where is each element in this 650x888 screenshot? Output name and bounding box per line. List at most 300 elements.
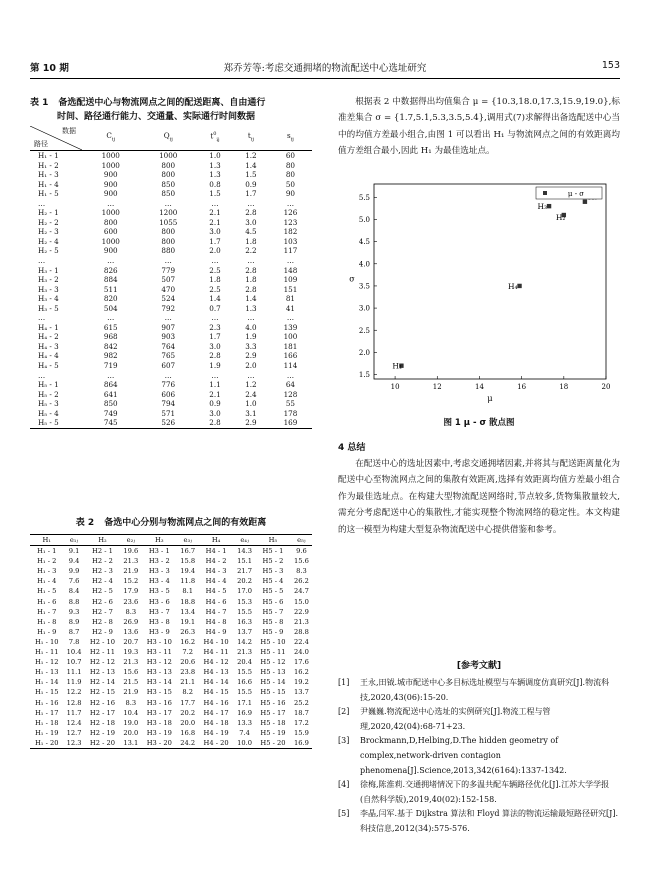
distance-cell: 10.4 xyxy=(66,648,82,657)
path-label-cell: H₁ - 3 xyxy=(37,567,57,576)
y-tick-label: 4.0 xyxy=(358,260,370,269)
path-label-cell: H₃ - 4 xyxy=(38,294,59,304)
path-label-cell: H₁ - 3 xyxy=(38,170,59,180)
value-cell: 80 xyxy=(285,170,296,180)
distance-cell: 8.3 xyxy=(125,607,137,616)
path-label-cell: H2 - 8 xyxy=(92,617,113,626)
value-cell: … xyxy=(211,198,219,208)
value-cell: 2.0 xyxy=(209,246,221,256)
value-cell: 4.0 xyxy=(245,322,257,332)
distance-cell: 13.1 xyxy=(120,738,141,749)
value-cell: 41 xyxy=(285,303,296,313)
path-label-cell: H5 - 9 xyxy=(262,627,284,636)
mu-sigma-scatter-chart xyxy=(338,164,620,410)
path-label-cell: H₅ - 2 xyxy=(38,389,59,399)
distance-cell: 12.3 xyxy=(63,738,84,749)
value-cell: 1.7 xyxy=(245,189,257,199)
path-label-cell: H₅ - 3 xyxy=(38,399,59,409)
table-row xyxy=(30,647,312,657)
reference-text: 徐梅,陈淮莉.交通拥堵情况下的多温共配车辆路径优化[J].江苏大学学报(自然科学版),2019,40(02):152-158. xyxy=(360,780,610,804)
distance-cell: 16.2 xyxy=(293,668,309,677)
analysis-paragraph: 根据表 2 中数据得出均值集合 μ = {10.3,18.0,17.3,15.9,19.0},标准差集合 σ = {1.7,5.1,5.3,3.5,5.4},调用式(7)求解得出备选配送中心当中的均值方差最小组合,由图 1 可以看出 H₁ 与物流网点之间的有效距离均值方差组合最小,因此 H₁ 为最佳选址点。 xyxy=(338,97,620,157)
path-label-cell: H5 - 14 xyxy=(260,678,286,687)
value-cell: 764 xyxy=(161,341,176,351)
distance-cell: 21.3 xyxy=(293,617,309,626)
value-cell: 1200 xyxy=(159,208,178,218)
value-cell: 1.9 xyxy=(245,332,257,342)
table-row xyxy=(30,161,312,171)
path-label-cell: H2 - 2 xyxy=(92,557,113,566)
table-row xyxy=(30,189,312,199)
distance-cell: 20.0 xyxy=(123,728,139,737)
value-cell: 607 xyxy=(161,361,176,371)
table-row xyxy=(30,332,312,342)
distance-cell: 17.7 xyxy=(180,698,196,707)
path-label-cell: H5 - 12 xyxy=(260,658,286,667)
value-cell: 719 xyxy=(103,361,118,371)
value-cell: 526 xyxy=(140,418,198,428)
distance-cell: 17.6 xyxy=(293,658,309,667)
value-cell: 2.1 xyxy=(209,217,221,227)
path-label-cell: H3 - 10 xyxy=(146,637,172,646)
path-label-cell: … xyxy=(38,256,46,266)
table-row xyxy=(30,546,312,557)
table2-col-header: e₅ⱼ xyxy=(291,535,312,546)
path-label-cell: H₁ - 2 xyxy=(37,557,57,566)
path-label-cell: H4 - 19 xyxy=(203,728,229,737)
table-row xyxy=(30,380,312,390)
table-row xyxy=(30,342,312,352)
value-cell: 850 xyxy=(161,189,176,199)
table-row xyxy=(30,576,312,586)
path-label-cell: H2 - 18 xyxy=(89,718,115,727)
value-cell: 1.8 xyxy=(245,275,257,285)
table-row xyxy=(30,677,312,687)
value-cell: 641 xyxy=(103,389,118,399)
value-cell: 1.0 xyxy=(209,151,221,160)
y-tick-label: 3.0 xyxy=(358,304,370,313)
distance-cell: 11.9 xyxy=(66,678,82,687)
value-cell: 178 xyxy=(283,408,298,418)
distance-cell: 10.0 xyxy=(234,738,255,749)
distance-cell: 19.6 xyxy=(123,547,139,556)
x-tick-label: 20 xyxy=(601,383,611,391)
distance-cell: 11.8 xyxy=(180,577,196,586)
distance-cell: 13.4 xyxy=(180,607,196,616)
value-cell: 1.2 xyxy=(245,151,257,160)
value-cell: 504 xyxy=(103,303,118,313)
value-cell: 3.0 xyxy=(209,408,221,418)
value-cell: 968 xyxy=(103,332,118,342)
references-list xyxy=(338,676,620,837)
value-cell: 109 xyxy=(283,275,298,285)
value-cell: 511 xyxy=(103,284,118,294)
value-cell: 1.7 xyxy=(209,332,221,342)
path-label-cell: H3 - 11 xyxy=(146,648,172,657)
table2-header-row xyxy=(30,535,312,546)
path-label-cell: H₁ - 1 xyxy=(37,547,57,556)
value-cell: 1000 xyxy=(101,236,120,246)
value-cell: 820 xyxy=(103,294,118,304)
table-row xyxy=(30,285,312,295)
path-label-cell: H3 - 5 xyxy=(148,587,170,596)
reference-text: 王永,田钺.城市配送中心多目标选址模型与车辆调度仿真研究[J].物流科技,2020,43(06):15-20. xyxy=(360,678,610,702)
distance-cell: 9.9 xyxy=(68,567,80,576)
path-label-cell: H4 - 11 xyxy=(203,648,229,657)
value-cell: 884 xyxy=(103,275,118,285)
distance-cell: 13.7 xyxy=(293,688,309,697)
path-label-cell: H5 - 11 xyxy=(260,648,286,657)
data-point xyxy=(517,284,521,288)
value-cell: … xyxy=(286,370,295,380)
value-cell: 3.0 xyxy=(245,217,257,227)
value-cell: 0.9 xyxy=(245,179,257,189)
distance-cell: 16.7 xyxy=(180,547,196,556)
distance-cell: 8.7 xyxy=(68,627,80,636)
path-label-cell: H2 - 4 xyxy=(92,577,113,586)
path-label-cell: H2 - 6 xyxy=(92,597,113,606)
distance-cell: 22.9 xyxy=(293,607,309,616)
path-label-cell: H₁ - 5 xyxy=(38,189,59,199)
value-cell: 166 xyxy=(283,351,298,361)
path-label-cell: H2 - 7 xyxy=(92,607,113,616)
value-cell: 800 xyxy=(103,217,118,227)
value-cell: 524 xyxy=(161,294,176,304)
x-tick-label: 16 xyxy=(517,383,527,391)
point-label: H₄ xyxy=(507,281,518,291)
value-cell: 1000 xyxy=(159,151,178,160)
table-row xyxy=(30,418,312,428)
table1-col-header: $Q_{ij}$ xyxy=(140,126,198,151)
table-row xyxy=(30,566,312,576)
distance-cell: 8.9 xyxy=(68,617,80,626)
distance-cell: 9.4 xyxy=(68,557,80,566)
table1-col-header: $t^0_{ij}$ xyxy=(197,126,233,151)
table-row xyxy=(30,718,312,728)
value-cell: 792 xyxy=(161,303,176,313)
path-label-cell: H₁ - 5 xyxy=(37,587,57,596)
path-label-cell: H5 - 7 xyxy=(262,607,284,616)
distance-cell: 15.6 xyxy=(123,668,139,677)
distance-cell: 18.7 xyxy=(293,708,309,717)
value-cell: 900 xyxy=(103,179,118,189)
distance-cell: 16.9 xyxy=(237,708,252,717)
point-label: H₃ xyxy=(537,202,548,212)
path-label-cell: H5 - 5 xyxy=(262,587,284,596)
value-cell: 1.5 xyxy=(245,170,257,180)
distance-cell: 8.3 xyxy=(296,567,307,576)
path-label-cell: H₂ - 5 xyxy=(38,246,59,256)
page-header xyxy=(30,60,620,76)
value-cell: … xyxy=(286,198,295,208)
path-label-cell: H₁ - 4 xyxy=(37,577,57,586)
table-row xyxy=(30,687,312,697)
distance-cell: 9.6 xyxy=(296,547,307,556)
path-label-cell: H3 - 4 xyxy=(148,577,170,586)
reference-text: Brockmann,D,Helbing,D.The hidden geometry of complex,network-driven contagion phenomena[J].Science,2013,342(6164):1337-1342. xyxy=(360,736,567,775)
distance-cell: 10.4 xyxy=(123,708,139,717)
reference-number: [5] xyxy=(338,809,350,819)
distance-cell: 28.8 xyxy=(293,627,309,636)
value-cell: 749 xyxy=(103,408,118,418)
plot-frame xyxy=(374,184,606,379)
path-label-cell: H₂ - 1 xyxy=(38,208,59,218)
table-row xyxy=(30,728,312,738)
value-cell: 2.8 xyxy=(245,284,257,294)
value-cell: 864 xyxy=(103,380,118,390)
path-label-cell: H5 - 16 xyxy=(260,698,286,707)
path-label-cell: H4 - 3 xyxy=(205,567,227,576)
distance-cell: 20.0 xyxy=(180,718,196,727)
header-rule xyxy=(30,78,620,79)
distance-cell: 21.1 xyxy=(180,678,196,687)
value-cell: 80 xyxy=(285,160,296,170)
value-cell: 1.4 xyxy=(245,160,257,170)
value-cell: 745 xyxy=(82,418,140,428)
table1-caption xyxy=(30,96,312,124)
table2-col-header: H₅ xyxy=(255,535,291,546)
table-row xyxy=(30,627,312,637)
value-cell: 1055 xyxy=(159,217,178,227)
table2-col-header: H₄ xyxy=(198,535,234,546)
distance-cell: 15.5 xyxy=(237,688,252,697)
path-label-cell: H₅ - 4 xyxy=(38,408,59,418)
y-tick-label: 5.0 xyxy=(358,215,370,224)
path-label-cell: H2 - 10 xyxy=(89,637,115,646)
value-cell: 1000 xyxy=(101,208,120,218)
path-label-cell: H4 - 2 xyxy=(205,557,227,566)
distance-cell: 24.0 xyxy=(293,648,309,657)
table1-number: 表 1 xyxy=(30,98,49,108)
value-cell: 181 xyxy=(283,341,298,351)
path-label-cell: H₁ - 20 xyxy=(30,738,63,749)
table2-col-header: e₂ⱼ xyxy=(120,535,141,546)
path-label-cell: H4 - 7 xyxy=(205,607,227,616)
x-tick-label: 12 xyxy=(432,383,442,391)
table-row xyxy=(30,586,312,596)
table-row xyxy=(30,256,312,266)
path-label-cell: H5 - 8 xyxy=(262,617,284,626)
value-cell: 1.3 xyxy=(209,170,221,180)
path-label-cell: H4 - 12 xyxy=(203,658,229,667)
distance-cell: 26.3 xyxy=(180,627,196,636)
value-cell: … xyxy=(286,256,295,266)
path-label-cell: H5 - 15 xyxy=(260,688,286,697)
distance-cell: 11.7 xyxy=(66,708,82,717)
path-label-cell: H₁ - 1 xyxy=(38,151,59,160)
value-cell: 2.1 xyxy=(209,208,221,218)
table-row xyxy=(30,617,312,627)
distance-cell: 8.4 xyxy=(68,587,80,596)
reference-number: [2] xyxy=(338,707,350,717)
value-cell: 1.4 xyxy=(245,294,257,304)
table2-col-header: H₁ xyxy=(30,535,63,546)
table-row xyxy=(30,208,312,218)
path-label-cell: H₄ - 3 xyxy=(38,341,59,351)
table-row xyxy=(30,637,312,647)
distance-cell: 26.2 xyxy=(293,577,309,586)
distance-cell: 21.3 xyxy=(123,658,139,667)
distance-cell: 17.1 xyxy=(237,698,252,707)
distance-cell: 8.2 xyxy=(182,688,193,697)
distance-cell: 15.6 xyxy=(293,557,309,566)
table-row xyxy=(30,313,312,323)
value-cell: 100 xyxy=(283,332,298,342)
distance-cell: 16.9 xyxy=(291,738,312,749)
path-label-cell: H3 - 7 xyxy=(148,607,170,616)
distance-cell: 15.1 xyxy=(237,557,252,566)
path-label-cell: … xyxy=(38,313,46,323)
path-label-cell: H2 - 12 xyxy=(89,658,115,667)
table2-col-header: e₃ⱼ xyxy=(177,535,198,546)
path-label-cell: H3 - 3 xyxy=(148,567,170,576)
value-cell: 3.1 xyxy=(245,408,257,418)
value-cell: 151 xyxy=(283,284,298,294)
distance-cell: 22.4 xyxy=(293,637,309,646)
value-cell: 779 xyxy=(161,265,176,275)
path-label-cell: H₄ - 4 xyxy=(38,351,59,361)
section4-paragraph: 在配送中心的选址因素中,考虑交通拥堵因素,并将其与配送距离量化为配送中心至物流网点之间的集散有效距离,选择有效距离均值方差最小组合作为最佳选址点。在构建大型物流配送网络时,节点较多,货物集散量较大,需充分考虑配送中心的集散性,才能实现整个物流网络的稳定性。本文构建的这一模型为构建大型复杂物流配送中心提供借鉴和参考。 xyxy=(338,459,620,535)
table-row xyxy=(30,399,312,409)
point-label: H₁ xyxy=(392,361,402,371)
path-label-cell: H₂ - 2 xyxy=(38,217,59,227)
table1-corner-cell xyxy=(30,126,82,151)
data-point xyxy=(583,200,587,204)
distance-cell: 10.7 xyxy=(66,658,82,667)
distance-cell: 16.6 xyxy=(237,678,252,687)
path-label-cell: … xyxy=(38,198,46,208)
table-row xyxy=(30,597,312,607)
distance-cell: 20.6 xyxy=(180,658,196,667)
distance-cell: 23.6 xyxy=(123,597,139,606)
x-tick-label: 10 xyxy=(390,383,400,391)
table2 xyxy=(30,534,312,749)
path-label-cell: H5 - 3 xyxy=(262,567,284,576)
path-label-cell: H₂ - 3 xyxy=(38,227,59,237)
distance-cell: 13.7 xyxy=(237,627,252,636)
path-label-cell: H4 - 1 xyxy=(205,547,227,556)
distance-cell: 19.2 xyxy=(293,678,309,687)
distance-cell: 20.7 xyxy=(123,637,139,646)
page-number: 153 xyxy=(601,60,620,71)
distance-cell: 8.8 xyxy=(68,597,80,606)
table-row xyxy=(30,275,312,285)
value-cell: 2.5 xyxy=(209,265,221,275)
distance-cell: 17.0 xyxy=(237,587,252,596)
path-label-cell: H2 - 16 xyxy=(89,698,115,707)
running-title: 郑乔芳等:考虑交通拥堵的物流配送中心选址研究 xyxy=(223,63,427,74)
path-label-cell: H₁ - 13 xyxy=(34,668,59,677)
reference-item xyxy=(338,807,620,836)
path-label-cell: H₁ - 6 xyxy=(37,597,57,606)
path-label-cell: H3 - 15 xyxy=(146,688,172,697)
path-label-cell: H4 - 18 xyxy=(203,718,229,727)
path-label-cell: H5 - 2 xyxy=(262,557,284,566)
value-cell: 0.7 xyxy=(209,303,221,313)
path-label-cell: H₅ - 1 xyxy=(38,380,59,390)
reference-number: [4] xyxy=(338,780,350,790)
distance-cell: 20.4 xyxy=(237,658,252,667)
value-cell: … xyxy=(107,256,115,266)
path-label-cell: H5 - 4 xyxy=(262,577,284,586)
value-cell: 123 xyxy=(283,217,298,227)
distance-cell: 18.8 xyxy=(180,597,196,606)
path-label-cell: H4 - 8 xyxy=(205,617,227,626)
path-label-cell: H2 - 11 xyxy=(89,648,115,657)
path-label-cell: H2 - 9 xyxy=(92,627,113,636)
distance-cell: 15.0 xyxy=(293,597,309,606)
path-label-cell: H₂ - 4 xyxy=(38,236,59,246)
distance-cell: 24.2 xyxy=(177,738,198,749)
value-cell: 903 xyxy=(161,332,176,342)
distance-cell: 14.2 xyxy=(237,637,252,646)
path-label-cell: H₅ - 5 xyxy=(30,418,82,428)
table2-col-header: e₁ⱼ xyxy=(63,535,84,546)
value-cell: 2.8 xyxy=(245,208,257,218)
data-point xyxy=(547,204,551,208)
path-label-cell: H3 - 1 xyxy=(148,547,170,556)
value-cell: 800 xyxy=(161,236,176,246)
path-label-cell: H₁ - 7 xyxy=(37,607,57,616)
path-label-cell: H4 - 13 xyxy=(203,668,229,677)
value-cell: 0.9 xyxy=(209,399,221,409)
distance-cell: 7.8 xyxy=(68,637,80,646)
distance-cell: 20.2 xyxy=(180,708,196,717)
distance-cell: 12.4 xyxy=(66,718,82,727)
table-row xyxy=(30,199,312,209)
y-axis-label: σ xyxy=(349,274,355,284)
value-cell: … xyxy=(164,370,172,380)
value-cell: 1.3 xyxy=(209,160,221,170)
table-row xyxy=(30,738,312,749)
distance-cell: 7.2 xyxy=(182,648,193,657)
path-label-cell: H3 - 9 xyxy=(148,627,170,636)
point-label: H₂ xyxy=(555,213,566,223)
distance-cell: 12.8 xyxy=(66,698,82,707)
distance-cell: 15.5 xyxy=(237,607,252,616)
table2-number: 表 2 xyxy=(75,518,95,528)
distance-cell: 16.8 xyxy=(180,728,196,737)
value-cell: 3.0 xyxy=(209,341,221,351)
value-cell: 2.8 xyxy=(209,351,221,361)
x-tick-label: 18 xyxy=(559,383,569,391)
distance-cell: 25.2 xyxy=(293,698,309,707)
path-label-cell: H3 - 14 xyxy=(146,678,172,687)
path-label-cell: H5 - 19 xyxy=(260,728,286,737)
path-label-cell: … xyxy=(38,370,46,380)
path-label-cell: H3 - 13 xyxy=(146,668,172,677)
distance-cell: 15.8 xyxy=(180,557,196,566)
path-label-cell: H5 - 10 xyxy=(260,637,286,646)
value-cell: 842 xyxy=(103,341,118,351)
value-cell: 507 xyxy=(161,275,176,285)
value-cell: 50 xyxy=(285,179,296,189)
value-cell: … xyxy=(247,313,255,323)
value-cell: … xyxy=(107,198,115,208)
value-cell: 114 xyxy=(283,361,298,371)
value-cell: 2.1 xyxy=(209,389,221,399)
value-cell: 776 xyxy=(161,380,176,390)
path-label-cell: H4 - 16 xyxy=(203,698,229,707)
value-cell: 90 xyxy=(285,189,296,199)
distance-cell: 21.3 xyxy=(237,648,252,657)
table1-header-row xyxy=(30,126,312,151)
table-row xyxy=(30,556,312,566)
table-row xyxy=(30,237,312,247)
distance-cell: 19.3 xyxy=(123,648,139,657)
path-label-cell: H2 - 20 xyxy=(85,738,121,749)
value-cell: 571 xyxy=(161,408,176,418)
